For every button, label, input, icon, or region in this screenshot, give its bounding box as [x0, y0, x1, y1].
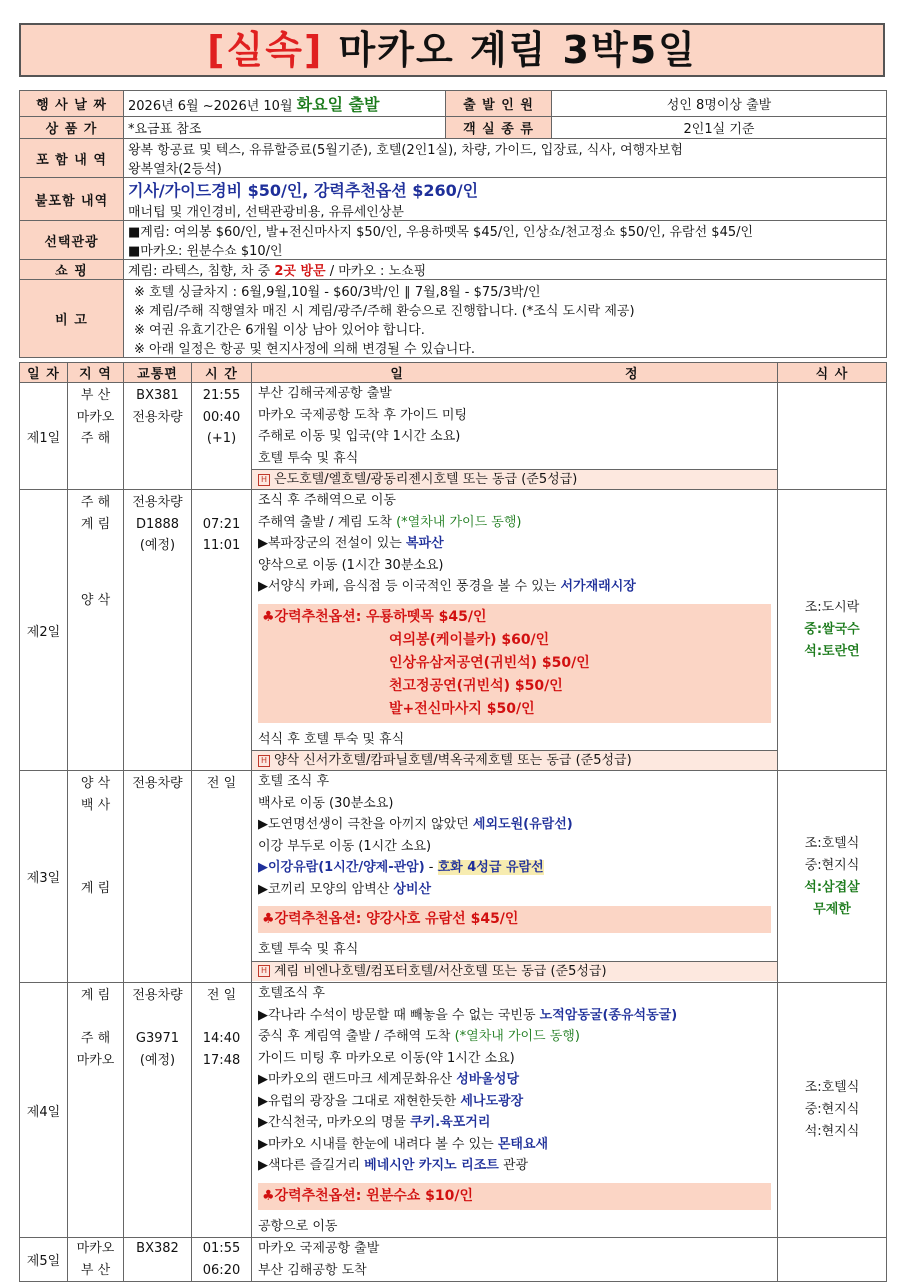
- col-meal: 식 사: [778, 363, 887, 383]
- day-transport: 전용차량 G3971 (예정): [124, 983, 192, 1238]
- title-prefix: [실속]: [207, 28, 324, 72]
- day-row-1: [20, 383, 887, 490]
- room-value: 2인1실 기준: [552, 117, 887, 139]
- col-place: 지 역: [68, 363, 124, 383]
- incl-label: 포 함 내 역: [20, 139, 124, 178]
- day-meals: 조:호텔식 중:현지식 석:현지식: [778, 983, 887, 1238]
- hotel-line: H 계림 비엔나호텔/컴포터호텔/서산호텔 또는 동급 (준5성급): [252, 961, 777, 981]
- recommended-options: ♣강력추천옵션: 우룡하뗏목 $45/인 여의봉(케이블카) $60/인 인상유삼저공연(귀빈석) $50/인 천고정공연(귀빈석) $50/인 발+전신마사지 $50/인: [258, 604, 771, 723]
- day-row-3: [20, 771, 887, 983]
- day-label: 제1일: [20, 383, 68, 490]
- day-row-4: [20, 983, 887, 1238]
- day-row-5: [20, 1238, 887, 1282]
- day-times: 전 일: [192, 771, 252, 983]
- opt-value: ■계림: 여의봉 $60/인, 발+전신마사지 $50/인, 우용하뗏목 $45/인, 인상쇼/천고정쇼 $50/인, 유람선 $45/인 ■마카오: 윈분수쇼 $10/인: [124, 221, 887, 260]
- excl-value: 기사/가이드경비 $50/인, 강력추천옵션 $260/인 매너팁 및 개인경비, 선택관광비용, 유류세인상분: [124, 178, 887, 221]
- hotel-line: H 은도호텔/엘호텔/광동리젠시호텔 또는 동급 (준5성급): [252, 469, 777, 489]
- col-time: 시 간: [192, 363, 252, 383]
- pax-label: 출 발 인 원: [446, 91, 552, 117]
- schedule-table: [19, 362, 887, 1282]
- day-places: 마카오 부 산: [68, 1238, 124, 1282]
- col-day: 일 자: [20, 363, 68, 383]
- date-label: 행 사 날 짜: [20, 91, 124, 117]
- day-schedule: 마카오 국제공항 출발 부산 김해공항 도착: [252, 1238, 778, 1282]
- day-schedule: 호텔 조식 후 백사로 이동 (30분소요) ▶도연명선생이 극찬을 아끼지 않았던 세외도원(유람선) 이강 부두로 이동 (1시간 소요) ▶이강유람(1시간/양제-관암) - 호화 4성급 유람선 ▶코끼리 모양의 암벽산 상비산 ♣강력추천옵션: 양강사호 유람선 $45/인 호텔 투숙 및 휴식 H 계림 비엔나호텔/컴포터호텔/서산호텔 또는 동급 (준5성급): [252, 771, 778, 983]
- hotel-icon: H: [258, 755, 270, 767]
- day-label: 제3일: [20, 771, 68, 983]
- price-value: *요금표 참조: [124, 117, 446, 139]
- day-schedule: 조식 후 주해역으로 이동 주해역 출발 / 계림 도착 (*열차내 가이드 동행) ▶복파장군의 전설이 있는 복파산 양삭으로 이동 (1시간 30분소요) ▶서양식 카페, 음식점 등 이국적인 풍경을 볼 수 있는 서가재래시장 ♣강력추천옵션: 우룡하뗏목 $45/인 여의봉(케이블카) $60/인 인상유삼저공연(귀빈석) $50/인 천고정공연(귀빈석) $50/인 발+전신마사지 $50/인 석식 후 호텔 투숙 및 휴식 H 양삭 신서가호텔/캄파닐호텔/벽옥국제호텔 또는 동급 (준5성급): [252, 490, 778, 771]
- day-meals: 조:호텔식 중:현지식 석:삼겹살 무제한: [778, 771, 887, 983]
- day-schedule: 호텔조식 후 ▶각나라 수석이 방문할 때 빼놓을 수 없는 국빈동 노적암동굴(종유석동굴) 중식 후 계림역 출발 / 주해역 도착 (*열차내 가이드 동행) 가이드 미팅 후 마카오로 이동(약 1시간 소요) ▶마카오의 랜드마크 세계문화유산 성바울성당 ▶유럽의 광장을 그대로 재현한듯한 세나도광장 ▶간식천국, 마카오의 명물 쿠키.육포거리 ▶마카오 시내를 한눈에 내려다 볼 수 있는 몬태요새 ▶색다른 즐길거리 베네시안 카지노 리조트 관광 ♣강력추천옵션: 윈분수쇼 $10/인 공항으로 이동: [252, 983, 778, 1238]
- day-transport: 전용차량 D1888 (예정): [124, 490, 192, 771]
- day-label: 제2일: [20, 490, 68, 771]
- date-value: 2026년 6월 ~2026년 10월 화요일 출발: [124, 91, 446, 117]
- day-transport: 전용차량: [124, 771, 192, 983]
- recommended-options: ♣강력추천옵션: 윈분수쇼 $10/인: [258, 1183, 771, 1210]
- day-transport: BX382: [124, 1238, 192, 1282]
- col-schedule: 일 정: [252, 363, 778, 383]
- page-title: [19, 23, 885, 77]
- hotel-line: H 양삭 신서가호텔/캄파닐호텔/벽옥국제호텔 또는 동급 (준5성급): [252, 750, 777, 770]
- incl-value: 왕복 항공료 및 텍스, 유류할증료(5월기준), 호텔(2인1실), 차량, 가이드, 입장료, 식사, 여행자보험 왕복열차(2등석): [124, 139, 887, 178]
- pax-value: 성인 8명이상 출발: [552, 91, 887, 117]
- recommended-options: ♣강력추천옵션: 양강사호 유람선 $45/인: [258, 906, 771, 933]
- day-times: 01:55 06:20: [192, 1238, 252, 1282]
- hotel-icon: H: [258, 965, 270, 977]
- day-label: 제4일: [20, 983, 68, 1238]
- col-transport: 교통편: [124, 363, 192, 383]
- day-times: 07:21 11:01: [192, 490, 252, 771]
- day-times: 전 일 14:40 17:48: [192, 983, 252, 1238]
- day-places: 주 해 계 림 양 삭: [68, 490, 124, 771]
- price-label: 상 품 가: [20, 117, 124, 139]
- note-label: 비 고: [20, 280, 124, 358]
- day-schedule: 부산 김해국제공항 출발 마카오 국제공항 도착 후 가이드 미팅 주해로 이동 및 입국(약 1시간 소요) 호텔 투숙 및 휴식 H 은도호텔/엘호텔/광동리젠시호텔 또는 동급 (준5성급): [252, 383, 778, 490]
- day-meals: [778, 1238, 887, 1282]
- day-times: 21:55 00:40 (+1): [192, 383, 252, 490]
- notes: ※ 호텔 싱글차지 : 6월,9월,10월 - $60/3박/인 ∥ 7월,8월 - $75/3박/인 ※ 계림/주해 직행열차 매진 시 계림/광주/주해 환승으로 진행합니다. (*조식 도시락 제공) ※ 여권 유효기간은 6개월 이상 남아 있어야 합니다. ※ 아래 일정은 항공 및 현지사정에 의해 변경될 수 있습니다.: [124, 280, 887, 358]
- opt-label: 선택관광: [20, 221, 124, 260]
- shop-value: 계림: 라텍스, 침향, 차 중 2곳 방문 / 마카오 : 노쇼핑: [124, 260, 887, 280]
- day-meals: 조:도시락 중:쌀국수 석:토란연: [778, 490, 887, 771]
- shop-label: 쇼 핑: [20, 260, 124, 280]
- day-places: 부 산 마카오 주 해: [68, 383, 124, 490]
- hotel-icon: H: [258, 474, 270, 486]
- day-places: 계 림 주 해 마카오: [68, 983, 124, 1238]
- day-label: 제5일: [20, 1238, 68, 1282]
- title-main: 마카오 계림 3박5일: [338, 28, 697, 72]
- day-meals: [778, 383, 887, 490]
- date-highlight: 화요일 출발: [296, 95, 380, 114]
- day-places: 양 삭 백 사 계 림: [68, 771, 124, 983]
- day-row-2: [20, 490, 887, 771]
- info-table: [19, 90, 887, 358]
- excl-label: 불포함 내역: [20, 178, 124, 221]
- room-label: 객 실 종 류: [446, 117, 552, 139]
- day-transport: BX381 전용차량: [124, 383, 192, 490]
